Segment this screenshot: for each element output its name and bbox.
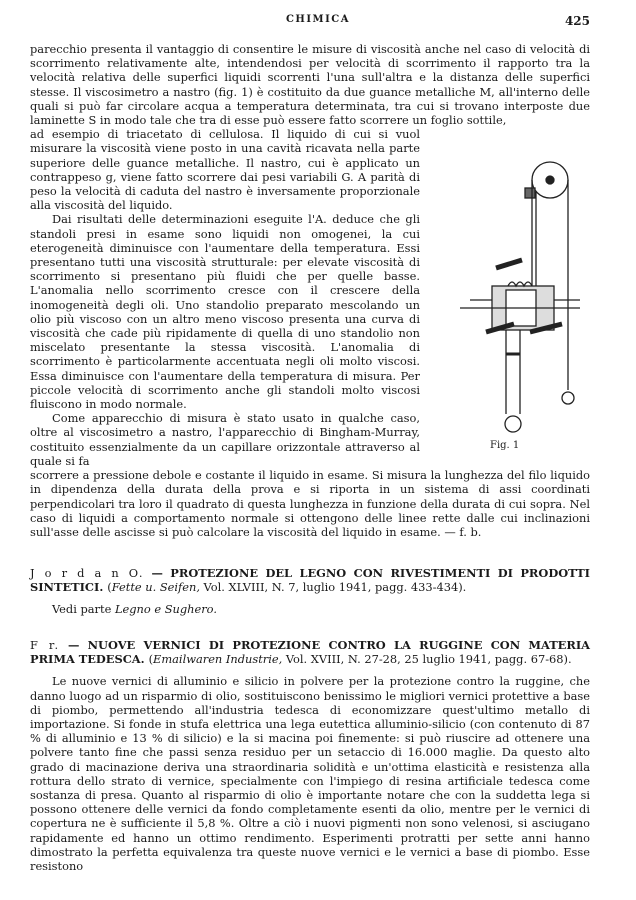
- paragraph-results: Dai risultati delle determinazioni eseguite l'A. deduce che gli standoli presi in esame sono liquidi non omogenei, la cui eterogeneità diminuisce con l'aumentare della temperatura. Essi presentano tutti una viscosità strutturale: per elevate viscosità di scorrimento si presentano più fluidi che per quelle basse. L'anomalia nello scorrimento cresce con il crescere della inomogeneità degli oli. Uno standolio preparato mescolando un olio più viscoso con un altro meno viscoso presenta una curva di viscosità che cade più ripidamente di quella di uno standolio non miscelato presentante la stessa viscosità. L'anomalia di scorrimento è particolarmente accentuata negli oli molto viscosi. Essa diminuisce con l'aumentare della temperatura di misura. Per piccole velocità di scorrimento anche gli standoli molto viscosi fluiscono in modo normale.: [30, 212, 420, 412]
- entry-author: J o r d a n O.: [30, 566, 145, 580]
- entry-title: — NUOVE VERNICI DI PROTEZIONE CONTRO LA RUGGINE CON MATERIA PRIMA TEDESCA.: [30, 638, 591, 667]
- entry-title: — PROTEZIONE DEL LEGNO CON RIVESTIMENTI DI PRODOTTI SINTETICI.: [30, 566, 590, 595]
- entry-author: F r.: [30, 638, 60, 652]
- journal-ref: Vol. XLVIII, N. 7, luglio 1941, pagg. 433-434).: [199, 580, 467, 595]
- viscometer-figure: [430, 118, 600, 450]
- paragraph-apparatus: Come apparecchio di misura è stato usato in qualche caso, oltre al viscosimetro a nastro, l'apparecchio di Bingham-Murray, costituito essenzialmente da un capillare orizzontale attraverso al quale si fa: [30, 411, 420, 468]
- journal-ref: Vol. XVIII, N. 27-28, 25 luglio 1941, pagg. 67-68).: [282, 652, 572, 667]
- page-number: 425: [564, 14, 590, 28]
- pulley-bracket: [525, 188, 535, 198]
- weight-g: [505, 416, 521, 432]
- section-title: CHIMICA: [285, 14, 351, 25]
- journal-name: Fette u. Seifen,: [111, 580, 200, 595]
- weight-G: [562, 392, 574, 404]
- paragraph-apparatus-cont: scorrere a pressione debole e costante il liquido in esame. Si misura la lunghezza del filo liquido in dipendenza della durata della prova e si riporta in un sistema di assi coordinati perpendicolari tra loro il quadrato di questa lunghezza in funzione della durata di cui sopra. Nel caso di liquidi a comportamento normale si ottengono delle linee rette dalle cui inclinazioni sull'asse delle ascisse si può calcolare la viscosità del liquido in esame. — f. b.: [30, 468, 590, 539]
- see-also: [30, 602, 590, 616]
- entry-heading: J o r d a n O. — PROTEZIONE DEL LEGNO CON RIVESTIMENTI DI PRODOTTI SINTETICI. (Fette u. Seifen, Vol. XLVIII, N. 7, luglio 1941, pagg. 433-434).: [30, 566, 590, 595]
- journal-name: Emailwaren Industrie,: [153, 652, 283, 667]
- see-target: Legno e Sughero.: [114, 602, 217, 617]
- paragraph-intro-cont: ad esempio di triacetato di cellulosa. Il liquido di cui si vuol misurare la viscosità viene posto in una cavità ricavata nella parte superiore delle guance metalliche. Il nastro, cui è applicato un contrappeso g, viene fatto scorrere dai pesi variabili G. A parità di peso la velocità di caduta del nastro è inversamente proporzionale alla viscosità del liquido.: [30, 127, 420, 213]
- paragraph-intro: parecchio presenta il vantaggio di consentire le misure di viscosità anche nel caso di velocità di scorrimento relativamente alte, intendendosi per velocità di scorrimento il rapporto tra la velocità relativa delle superfici liquidi scorrenti l'una sull'altra e la distanza delle superfici stesse. Il viscosimetro a nastro (fig. 1) è costituito da due guance metalliche M, all'interno delle quali si può far circolare acqua a temperatura determinata, tra cui si trovano interposte due laminette S in modo tale che tra di esse può essere fatto scorrere un foglio sottile,: [30, 42, 590, 128]
- entry-jordan: [30, 566, 590, 617]
- entry-body: Le nuove vernici di alluminio e silicio in polvere per la protezione contro la ruggine, che danno luogo ad un risparmio di olio, sostituiscono benissimo le migliori vernici protettive a base di piombo, permettendo all'industria tedesca di economizzare quest'ultimo metallo di importazione. Si fonde in stufa elettrica una lega eutettica alluminio-silicio (con contenuto di 87 % di alluminio e 13 % di silicio) e la si macina poi finemente: si può riuscire ad ottenere una polvere tanto fine che passi senza residuo per un setaccio di 16.000 maglie. Da questo alto grado di macinazione deriva una straordinaria solidità e un'ottima elasticità e resistenza alla rottura dello strato di vernice, specialmente con l'impiego di resina artificiale tedesca come sostanza di presa. Quanto al risparmio di olio è importante notare che con la suddetta lega si possono ottenere delle vernici da fondo completamente esenti da olio, mentre per le vernici di copertura ne è sufficiente il 5,8 %. Oltre a ciò i nuovi pigmenti non sono velenosi, si asciugano rapidamente ed hanno un ottimo rendimento. Esperimenti protratti per sette anni hanno dimostrato la perfetta equivalenza tra queste nuove vernici e le vernici a base di piombo. Esse resistono: [30, 674, 590, 874]
- figure-caption: Fig. 1: [490, 440, 520, 451]
- running-header: [0, 14, 636, 30]
- see-prefix: Vedi parte: [52, 602, 115, 617]
- entry-heading: F r. — NUOVE VERNICI DI PROTEZIONE CONTRO LA RUGGINE CON MATERIA PRIMA TEDESCA. (Emailwaren Industrie, Vol. XVIII, N. 27-28, 25 luglio 1941, pagg. 67-68).: [30, 638, 591, 667]
- entry-vernici: [30, 638, 590, 873]
